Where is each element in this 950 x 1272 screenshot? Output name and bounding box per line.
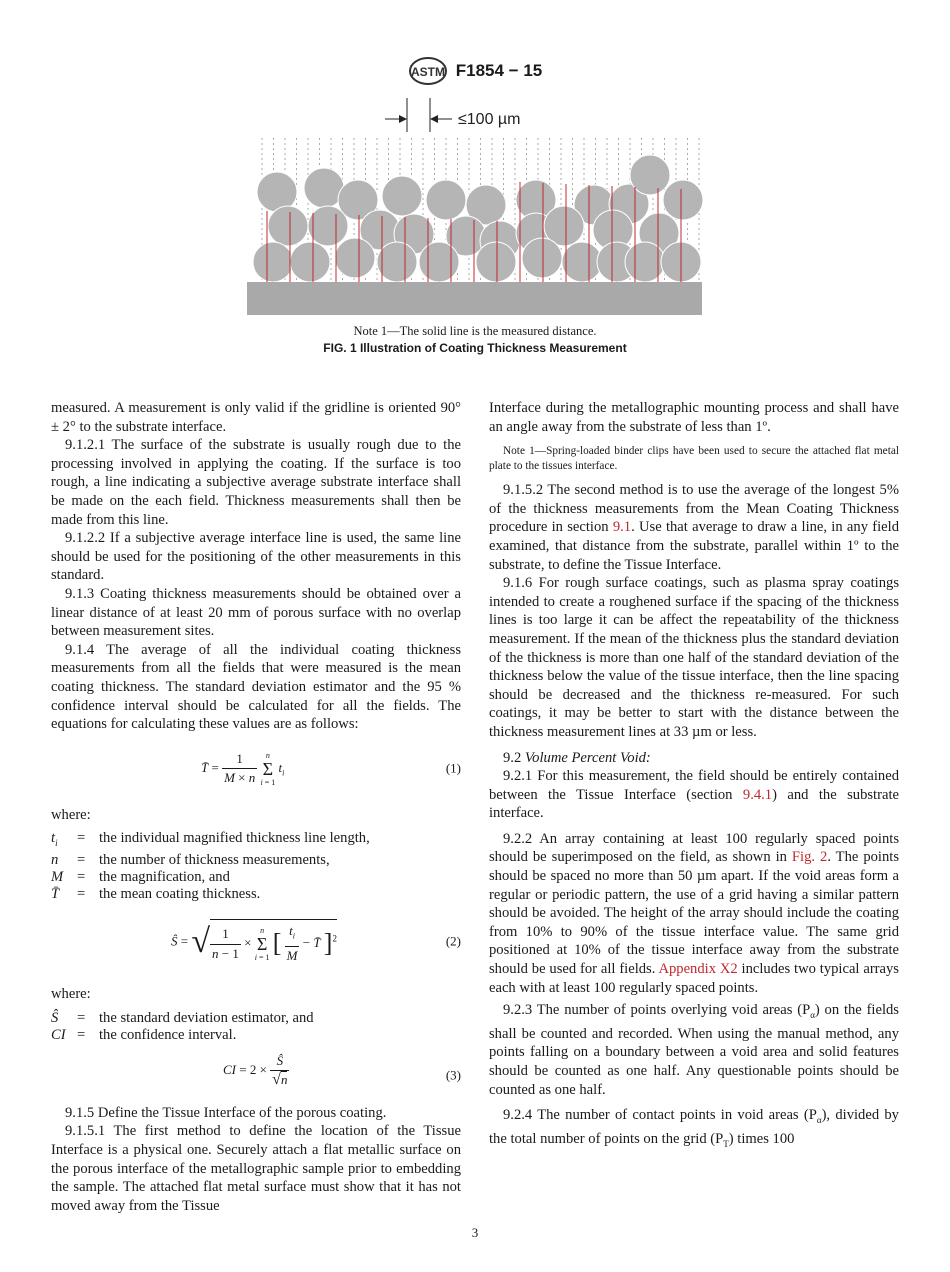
definition-row: M = the magnification, and [51,869,230,886]
paragraph: 9.1.5 Define the Tissue Interface of the porous coating. [65,1104,387,1121]
appendix-link[interactable]: Appendix X2 [658,961,738,978]
astm-logo-icon [408,56,448,86]
paragraph: 9.1.5.2 The second method is to use the average of the longest 5% of the thickness measurements from the Mean Coating Thickness procedure in section 9.1. Use that average to draw a line, in any field examined, that distance from the substrate, parallel within 1º to the substrate, to define the Tissue Interface. [489,482,899,573]
paragraph: 9.1.6 For rough surface coatings, such as plasma spray coatings intended to create a roughened surface if the spacing of the thickness lines is too large it can be affect the repeatability of the thickness measurement. If the mean of the thickness plus the standard deviation of the thickness is more than one half of the standard deviation of the thickness below the value of the tissue interface, then the line spacing should be decreased and the thickness re-measured. For such coatings, it may be better to start with the distance between the thickness measurement lines at 33 µm or less. [489,575,899,740]
equation-2: Ŝ = √ $\frac{1}{n - 1}$ × n Σ i = 1 [ $\frac{t_i}{M}$ − T̄ ]$^2$ (2) [51,911,461,973]
left-column [51,399,461,1215]
figure-link[interactable]: Fig. 2 [791,849,828,866]
paragraph: Interface during the metallographic mounting process and shall have an angle away from the substrate of less than 1º. [489,400,899,435]
paragraph: 9.1.2.2 If a subjective average interface line is used, the same line should be used for the positioning of the other measurements in this standard. [51,530,461,584]
paragraph: 9.1.3 Coating thickness measurements should be obtained over a linear distance of at least 20 mm of porous surface with no overlap between measurement sites. [51,585,461,640]
coating-particle [290,242,330,282]
coating-particle [625,242,665,282]
svg-text:ASTM: ASTM [410,65,445,79]
figure-note: Note 1—The solid line is the measured distance. [353,324,597,338]
definition-row: CI = the confidence interval. [51,1026,237,1043]
equation-number: (2) [445,933,461,949]
coating-particle [522,238,562,278]
coating-particle [335,238,375,278]
paragraph: 9.1.5.1 The first method to define the location of the Tissue Interface is a physical one. Securely attach a flat metallic surface on the porous interface of the metallographic sample prior to embedding the sample. The attached flat metal surface must show that it has not moved away from the Tissue [51,1123,461,1214]
section-link[interactable]: 9.4.1 [742,786,773,803]
paragraph: 9.2.1 For this measurement, the field should be entirely contained between the Tissue Interface (section 9.4.1) and the substrate interface. [489,768,899,822]
equation-1: T̄ = $\frac{1}{M \times n}$ n Σ i = 1 $t_i$ (1) [201,750,461,787]
equation-number: (3) [445,1067,461,1083]
paragraph: 9.2.3 The number of points overlying void areas $(P_\alpha)$ on the fields shall be counted and recorded. When using the manual method, any points falling on a boundary between a void area and solid features should be counted as one half. Any questionable points should be counted as one half. [489,1002,899,1098]
paragraph: measured. A measurement is only valid if the gridline is oriented 90° ± 2° to the substrate interface. [51,400,461,435]
page-number: 3 [471,1225,479,1240]
equation-3: CI = 2 × $\frac{Ŝ}{√n}$ (3) [223,1052,461,1089]
definition-row: $t_i$ = the individual magnified thickness line length, [51,830,370,849]
paragraph: 9.1.4 The average of all the individual coating thickness measurements from all the fields that were measured is the mean coating thickness. The standard deviation estimator and the 95 % confidence interval should be calculated for all the fields. The equations for calculating these values are as follows: [51,641,461,733]
definition-row: T̄ = the mean coating thickness. [51,886,261,903]
definitions-table [51,1010,314,1044]
definitions-table [51,830,370,903]
where-label: where: [51,986,91,1003]
definition-row: n = the number of thickness measurements, [51,852,330,869]
paragraph: 9.1.2.1 The surface of the substrate is usually rough due to the processing involved in applying the coating. If the surface is too rough, a line indicating a subjective average substrate interface shall be made on the each field. Thickness measurements shall then be made from this line. [51,437,461,528]
coating-particle [308,206,348,246]
coating-particle [377,242,417,282]
definition-row: Ŝ = the standard deviation estimator, and [51,1009,314,1026]
figure-caption: FIG. 1 Illustration of Coating Thickness Measurement [323,341,627,355]
where-label: where: [51,806,91,823]
dimension-label: ≤100 µm [458,111,521,128]
coating-particle [268,206,308,246]
coating-particle [426,180,466,220]
paragraph: 9.2 Volume Percent Void: [503,749,651,766]
coating-particle [253,242,293,282]
coating-particle [419,242,459,282]
coating-particle [630,155,670,195]
coating-particle [663,180,703,220]
paragraph: 9.2.2 An array containing at least 100 regularly spaced points should be superimposed on the field, as shown in Fig. 2. The points should be spaced no more than 50 µm apart. If the void areas form a regular or periodic pattern, the use of a grid having a similar pattern should be avoided. The height of the array should include the coating from 10% to 90% of the tissue interface value. The same grid positioned at 10% of the tissue interface away from the substrate should be used for all fields. Appendix X2 includes two typical arrays each with at least 100 regularly spaced points. [489,830,900,996]
coating-thickness-figure [240,92,705,320]
coating-particle [476,242,516,282]
document-code: F1854 − 15 [455,61,543,80]
page-header [0,56,950,86]
equation-number: (1) [445,760,461,776]
right-column [489,399,899,1153]
coating-particle [382,176,422,216]
substrate [247,282,702,315]
paragraph: 9.2.4 The number of contact points in void areas $(P_\alpha)$, divided by the total number of points on the grid $(P_T)$ times 100 [489,1107,899,1149]
section-link[interactable]: 9.1 [612,519,632,536]
coating-particle [562,242,602,282]
note: Note 1—Spring-loaded binder clips have been used to secure the attached flat metal plate to the tissues interface. [489,445,899,473]
